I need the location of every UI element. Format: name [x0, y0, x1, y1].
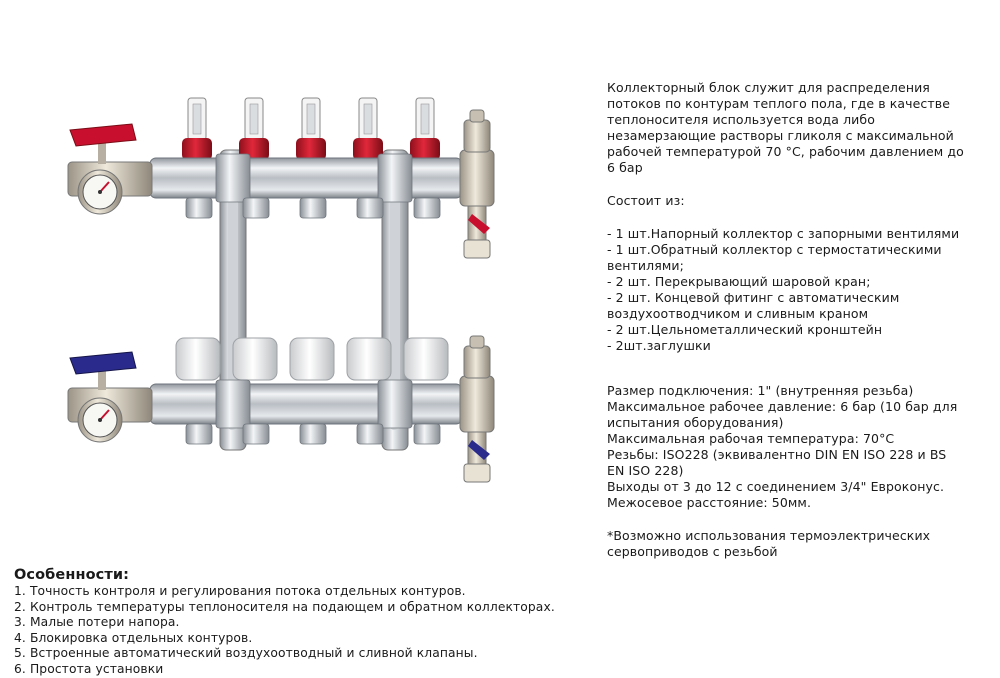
intro-line: незамерзающие растворы гликоля с максимальной: [607, 128, 954, 143]
feature-item: 2. Контроль температуры теплоносителя на подающем и обратном коллекторах.: [14, 599, 555, 614]
intro-line: потоков по контурам теплого пола, где в качестве: [607, 96, 951, 111]
intro-line: теплоносителя используется вода либо: [607, 112, 875, 127]
features-title: Особенности:: [14, 567, 129, 583]
supply-manifold: [68, 98, 494, 258]
intro-line: рабочей температурой 70 °С, рабочим давлением до: [607, 144, 964, 159]
intro-paragraph: [607, 80, 995, 176]
composition-line: - 2 шт. Перекрывающий шаровой кран;: [607, 274, 871, 289]
spec-line: Резьбы: ISO228 (эквивалентно DIN EN ISO 228 и BS: [607, 447, 947, 462]
feature-item: 1. Точность контроля и регулирования потока отдельных контуров.: [14, 584, 466, 598]
features-block: [14, 567, 634, 678]
return-ball-valve: [68, 352, 152, 442]
spec-line: Выходы от 3 до 12 с соединением 3/4" Евроконус.: [607, 479, 945, 494]
composition-line: воздухоотводчиком и сливным краном: [607, 306, 869, 321]
spec-line: испытания оборудования): [607, 415, 784, 430]
feature-item: 4. Блокировка отдельных контуров.: [14, 630, 253, 645]
feature-item: 5. Встроенные автоматический воздухоотводный и сливной клапаны.: [14, 646, 478, 661]
return-manifold: [68, 336, 494, 482]
composition-line: вентилями;: [607, 258, 684, 273]
composition-line: - 2 шт. Концевой фитинг с автоматическим: [607, 290, 900, 305]
intro-line: Коллекторный блок служит для распределения: [607, 80, 930, 95]
composition-line: - 1 шт.Обратный коллектор с термостатическими: [607, 242, 942, 257]
spec-line: Межосевое расстояние: 50мм.: [607, 495, 812, 510]
supply-end-fitting: [460, 110, 494, 258]
note-line: сервоприводов с резьбой: [607, 544, 778, 559]
note-line: *Возможно использования термоэлектрических: [607, 528, 931, 543]
supply-ball-valve: [68, 124, 152, 214]
composition-line: - 1 шт.Напорный коллектор с запорными вентилями: [607, 226, 960, 241]
feature-item: 3. Малые потери напора.: [14, 615, 180, 630]
specifications: [607, 383, 995, 511]
description-column: [607, 80, 995, 560]
composition-title: Состоит из:: [607, 193, 685, 208]
spec-line: Максимальная рабочая температура: 70°С: [607, 431, 895, 446]
return-end-fitting: [460, 336, 494, 482]
spec-line: Максимальное рабочее давление: 6 бар (10 бар для: [607, 399, 958, 414]
composition-line: - 2шт.заглушки: [607, 338, 711, 353]
thermostatic-caps: [176, 338, 448, 380]
spec-line: EN ISO 228): [607, 463, 684, 478]
intro-line: 6 бар: [607, 160, 643, 175]
composition-line: - 2 шт.Цельнометаллический кронштейн: [607, 322, 883, 337]
composition-list: [607, 226, 995, 354]
footnote: [607, 528, 995, 560]
spec-line: Размер подключения: 1" (внутренняя резьба): [607, 383, 914, 398]
manifold-illustration: [40, 80, 540, 510]
feature-item: 6. Простота установки: [14, 661, 164, 676]
